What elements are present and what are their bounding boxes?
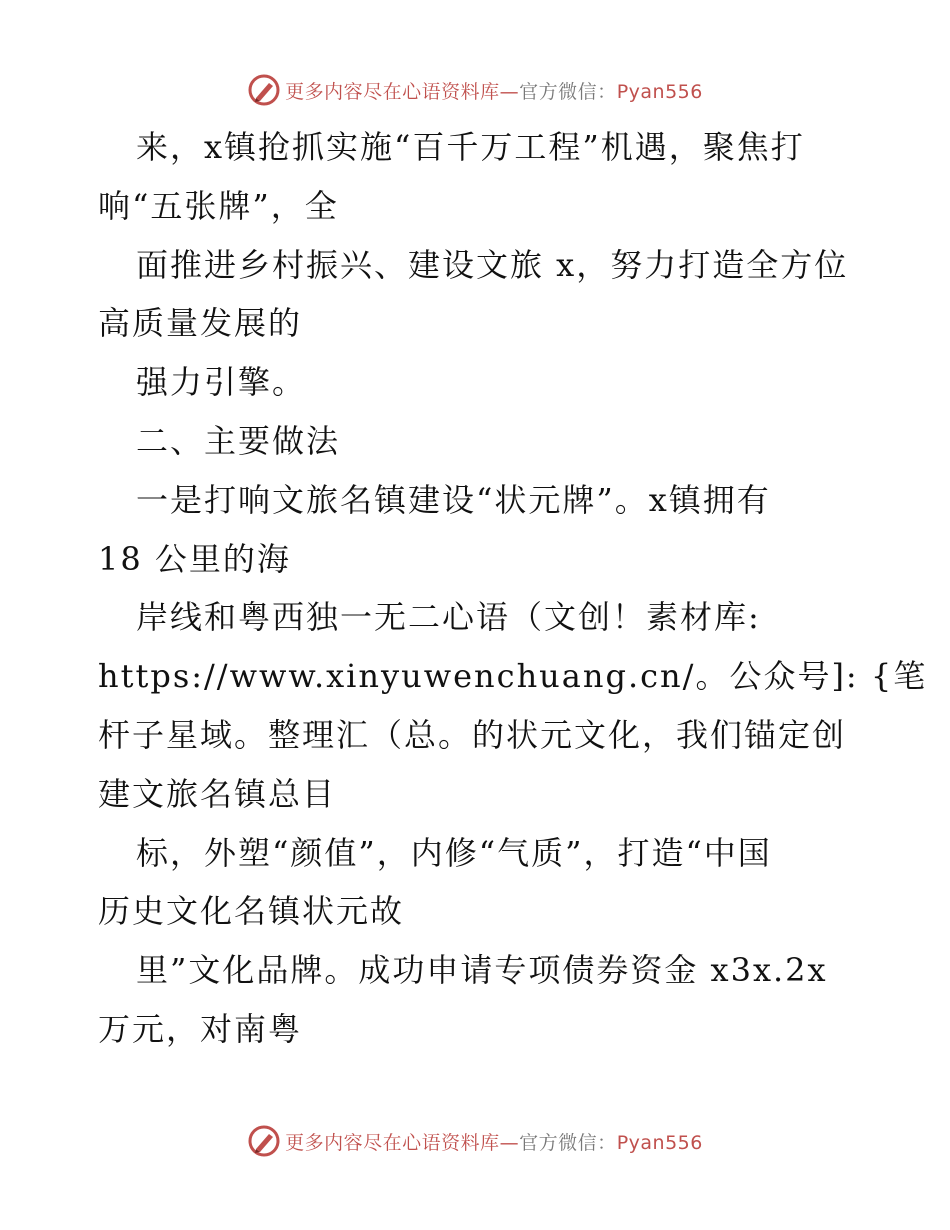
watermark-label: 官方微信： [519,80,617,103]
pen-logo-icon [247,73,281,107]
text-line: 高质量发展的 [98,304,303,343]
watermark-id: Pyan556 [616,80,703,103]
footer-watermark [0,1121,950,1161]
text-line: 岸线和粤西独一无二心语（文创！素材库: [136,598,761,637]
text-line: 来，x镇抢抓实施“百千万工程”机遇，聚焦打 [136,128,805,166]
watermark-text [285,77,703,104]
watermark-main: 更多内容尽在心语资料库 [285,80,500,103]
text-line: 响“五张牌”，全 [98,186,339,225]
watermark-text [285,1128,703,1155]
text-line: https://www.xinyuwenchuang.cn/。公众号]: {笔 [98,657,928,696]
watermark-separator: — [499,1131,520,1154]
text-line: 历史文化名镇状元故 [98,892,405,931]
watermark-separator: — [499,80,520,103]
text-line: 一是打响文旅名镇建设“状元牌”。x镇拥有 [136,480,771,519]
text-line: 杆子星域。整理汇（总。的状元文化，我们锚定创 [98,715,847,754]
header-watermark [0,70,950,110]
section-heading: 二、主要做法 [136,421,341,460]
text-line: 面推进乡村振兴、建设文旅 x，努力打造全方位 [136,245,849,284]
text-line: 里”文化品牌。成功申请专项债券资金 x3x.2x [136,951,828,990]
watermark-id: Pyan556 [616,1131,703,1154]
text-line: 万元，对南粤 [98,1009,303,1048]
watermark-label: 官方微信： [519,1131,617,1154]
watermark-main: 更多内容尽在心语资料库 [285,1131,500,1154]
text-line: 18 公里的海 [98,539,291,578]
pen-logo-icon [247,1124,281,1158]
document-body [98,118,928,1059]
text-line: 建文旅名镇总目 [98,774,337,813]
text-line: 强力引擎。 [136,363,307,402]
text-line: 标，外塑“颜值”，内修“气质”，打造“中国 [136,833,772,872]
